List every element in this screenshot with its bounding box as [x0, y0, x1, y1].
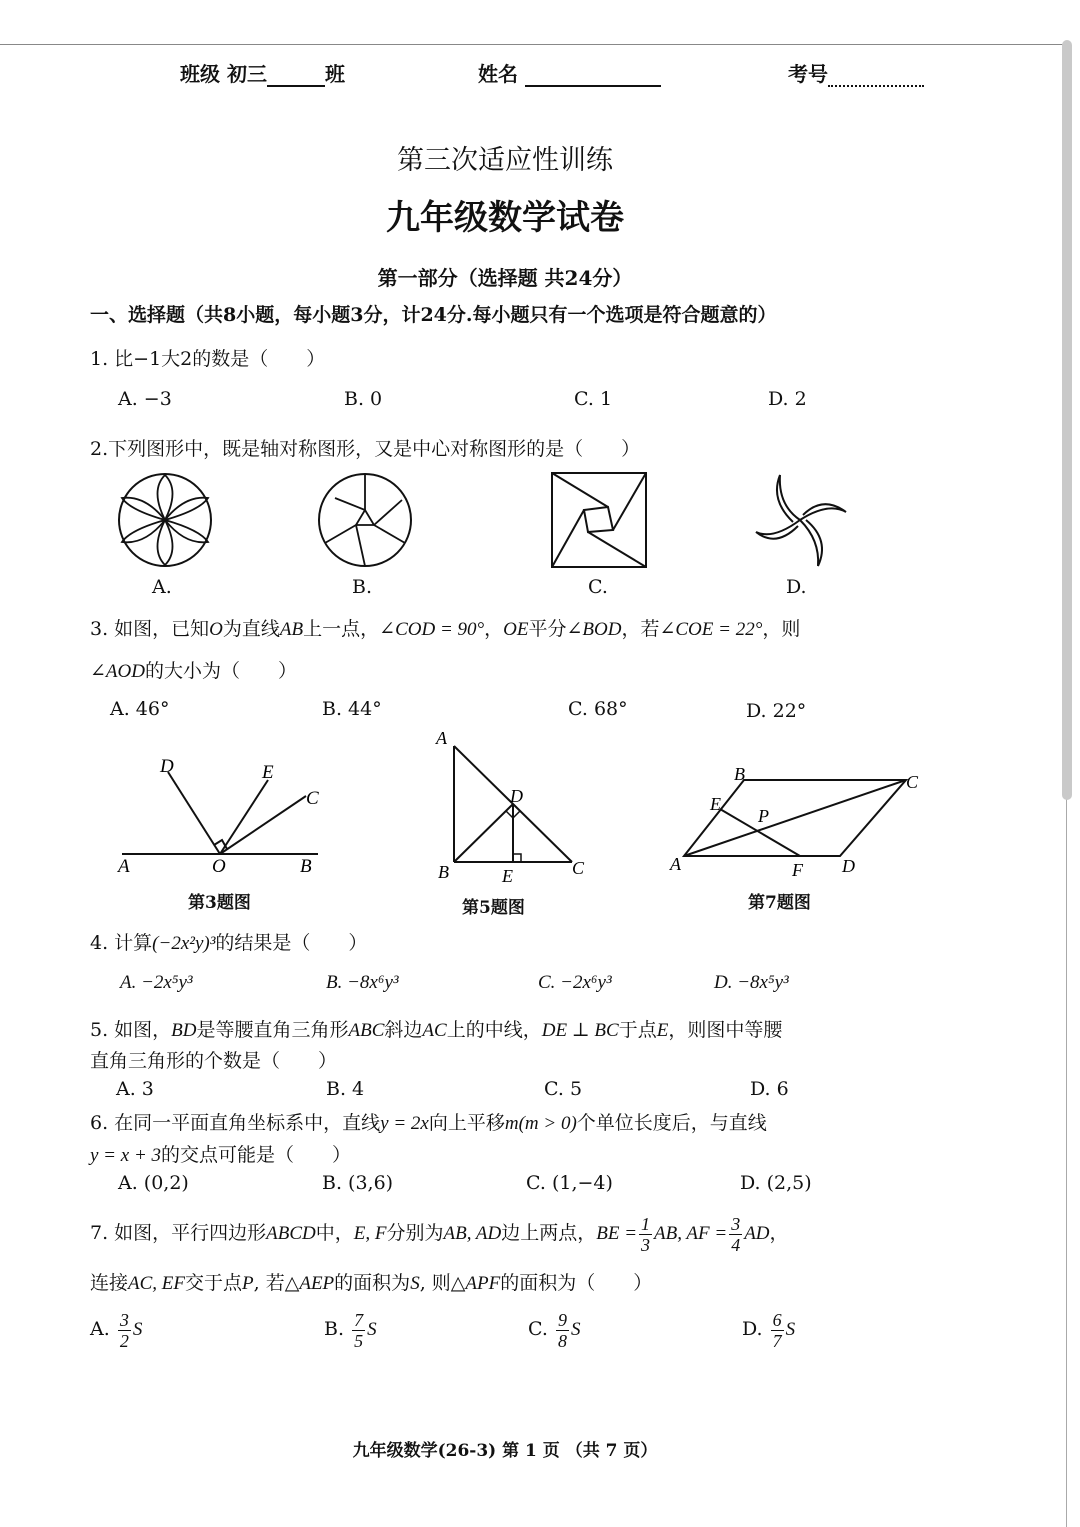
q2-label-c: C. — [588, 576, 608, 598]
figure-5 — [430, 728, 590, 888]
q3-option-b[interactable]: B. 44° — [322, 698, 382, 720]
fig3-label-e: E — [262, 762, 274, 783]
q2-figure-d[interactable] — [748, 470, 852, 570]
fig3-caption: 第3题图 — [188, 893, 251, 913]
exam-title: 九年级数学试卷 — [386, 198, 624, 238]
q7-fraction-1-3: $\frac{1}{3}$ — [641, 1213, 651, 1255]
q3-option-c[interactable]: C. 68° — [568, 698, 628, 720]
fig7-caption: 第7题图 — [748, 893, 811, 913]
q6-line2: y = x + 3的交点可能是（ ） — [90, 1144, 352, 1166]
class-field: 班级 初三 班 — [180, 62, 345, 86]
fig7-label-e: E — [710, 794, 721, 814]
q2-stem: 2.下列图形中，既是轴对称图形，又是中心对称图形的是（ ） — [90, 438, 641, 460]
exam-no-field: 考号 — [788, 58, 924, 87]
q4-option-d[interactable]: D. −8x⁵y³ — [714, 972, 789, 993]
name-field: 姓名 — [478, 58, 661, 87]
q2-label-d: D. — [786, 576, 807, 598]
q3-option-a[interactable]: A. 46° — [110, 698, 170, 720]
q7-option-c[interactable]: C. $\frac{9}{8}$ S — [528, 1309, 581, 1351]
fig5-caption: 第5题图 — [462, 898, 525, 918]
q7-option-b[interactable]: B. $\frac{7}{5}$ S — [324, 1309, 377, 1351]
q4-option-b[interactable]: B. −8x⁶y³ — [326, 972, 399, 993]
q7-option-a[interactable]: A. $\frac{3}{2}$ S — [90, 1309, 143, 1351]
q5-line2: 直角三角形的个数是（ ） — [90, 1050, 338, 1072]
q7-line2: 连接AC, EF交于点P, 若△AEP的面积为S, 则△APF的面积为（ ） — [90, 1272, 653, 1294]
q5-option-a[interactable]: A. 3 — [116, 1078, 154, 1100]
fig7-label-c: C — [906, 772, 919, 792]
page-border-top — [0, 44, 1066, 45]
part-heading: 第一部分（选择题 共24分） — [377, 266, 633, 290]
q4-stem: 4. 计算(−2x²y)³的结果是（ ） — [90, 932, 368, 954]
class-blank[interactable] — [267, 65, 325, 87]
q7-fraction-3-4: $\frac{3}{4}$ — [731, 1213, 741, 1255]
q1-option-a[interactable]: A. −3 — [118, 388, 172, 410]
q5-option-c[interactable]: C. 5 — [544, 1078, 583, 1100]
fig7-label-f: F — [792, 860, 803, 880]
exam-subtitle: 第三次适应性训练 — [397, 145, 613, 176]
q5-option-d[interactable]: D. 6 — [750, 1078, 789, 1100]
q2-figure-a[interactable] — [110, 470, 220, 570]
q6-option-a[interactable]: A. (0,2) — [118, 1172, 189, 1194]
q2-label-a: A. — [152, 576, 172, 598]
q6-option-b[interactable]: B. (3,6) — [322, 1172, 394, 1194]
q7-line1: 7. 如图，平行四边形ABCD中，E, F分别为AB, AD边上两点，BE = $\frac{1}{3}$ AB, AF = $\frac{3}{4}$ AD， — [90, 1213, 789, 1255]
section-heading: 一、选择题（共8小题，每小题3分，计24分.每小题只有一个选项是符合题意的） — [90, 304, 777, 326]
fig3-label-o: O — [212, 856, 226, 877]
fig7-label-d: D — [842, 856, 855, 876]
fig5-label-e: E — [502, 866, 513, 886]
fig5-label-c: C — [572, 858, 585, 878]
figure-3 — [110, 750, 330, 880]
q2-figure-c[interactable] — [548, 470, 650, 570]
name-blank[interactable] — [525, 65, 661, 87]
q3-line2: ∠AOD的大小为（ ） — [90, 660, 297, 682]
q3-line1: 3. 如图，已知O为直线AB上一点，∠COD = 90°，OE平分∠BOD，若∠COE = 22°，则 — [90, 618, 801, 640]
fig3-label-d: D — [160, 756, 174, 777]
q6-option-d[interactable]: D. (2,5) — [740, 1172, 812, 1194]
q4-option-a[interactable]: A. −2x⁵y³ — [120, 972, 193, 993]
q5-option-b[interactable]: B. 4 — [326, 1078, 365, 1100]
q3-option-d[interactable]: D. 22° — [746, 700, 807, 722]
q1-stem: 1. 比−1大2的数是（ ） — [90, 348, 326, 370]
q2-label-b: B. — [352, 576, 373, 598]
fig3-label-a: A — [118, 856, 130, 877]
q1-option-c[interactable]: C. 1 — [574, 388, 613, 410]
fig3-label-c: C — [306, 788, 319, 809]
q1-option-d[interactable]: D. 2 — [768, 388, 807, 410]
q5-line1: 5. 如图，BD是等腰直角三角形ABC斜边AC上的中线，DE ⊥ BC于点E，则图中等腰 — [90, 1019, 783, 1041]
fig7-label-a: A — [670, 854, 681, 874]
page-footer: 九年级数学(26-3) 第 1 页 （共 7 页） — [352, 1441, 658, 1461]
exam-no-blank[interactable] — [828, 65, 924, 87]
q6-option-c[interactable]: C. (1,−4) — [526, 1172, 613, 1194]
figure-7 — [664, 760, 934, 885]
fig5-label-b: B — [438, 862, 449, 882]
fig5-label-d: D — [510, 786, 523, 806]
q2-figure-b[interactable] — [310, 470, 420, 570]
scrollbar[interactable] — [1062, 40, 1072, 800]
fig7-label-b: B — [734, 764, 745, 784]
fig5-label-a: A — [436, 728, 447, 748]
q6-line1: 6. 在同一平面直角坐标系中，直线y = 2x向上平移m(m > 0)个单位长度后，与直线 — [90, 1112, 767, 1134]
fig7-label-p: P — [758, 806, 769, 826]
q1-option-b[interactable]: B. 0 — [344, 388, 383, 410]
q4-option-c[interactable]: C. −2x⁶y³ — [538, 972, 612, 993]
fig3-label-b: B — [300, 856, 312, 877]
q7-option-d[interactable]: D. $\frac{6}{7}$ S — [742, 1309, 796, 1351]
